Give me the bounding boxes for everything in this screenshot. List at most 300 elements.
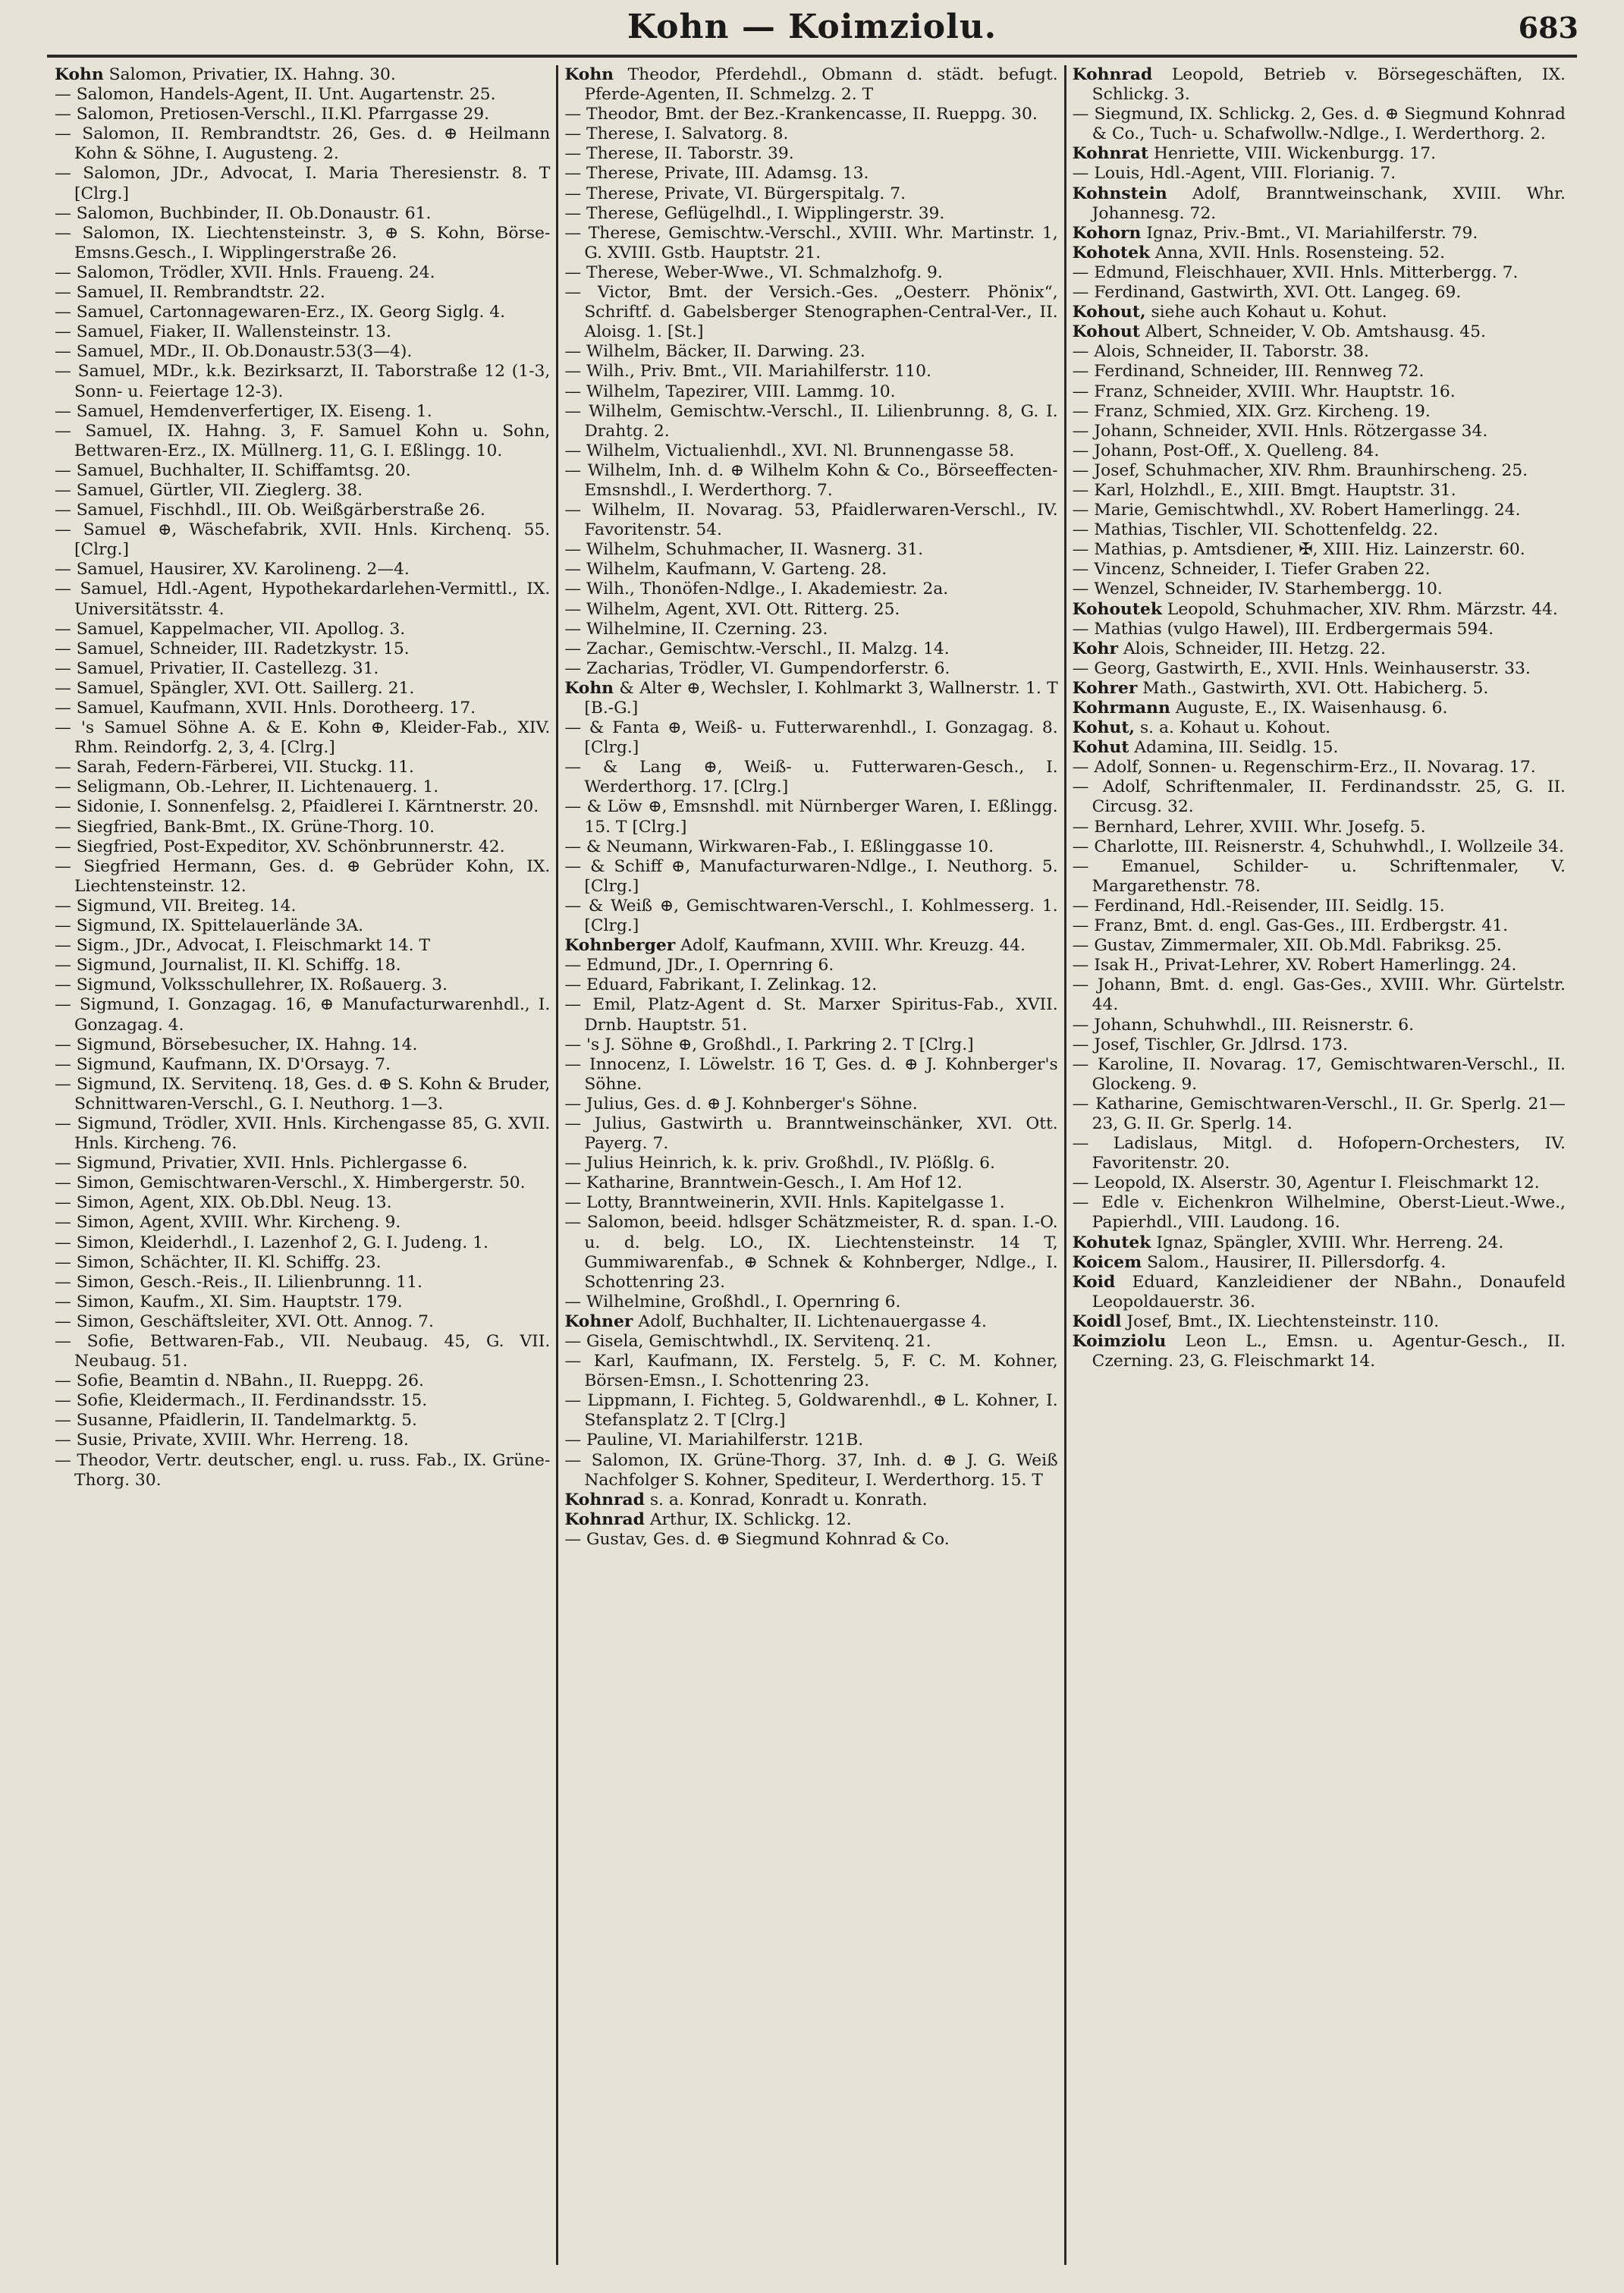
directory-entry (1073, 580, 1566, 599)
entry-text: — Sigmund, Journalist, II. Kl. Schiffg. 18. (55, 956, 401, 975)
directory-entry (55, 65, 550, 85)
directory-entry (1073, 897, 1566, 916)
directory-entry (55, 263, 550, 283)
entry-text: — Karl, Kaufmann, IX. Ferstelg. 5, F. C. M. Kohner, Börsen-Emsn., I. Schottenring 23. (564, 1352, 1058, 1391)
entry-text: Ignaz, Spängler, XVIII. Whr. Herreng. 24. (1156, 1233, 1504, 1252)
entry-text: — & Löw ⊕, Emsnshdl. mit Nürnberger Waren, I. Eßlingg. 15. T [Clrg.] (564, 797, 1058, 837)
entry-surname: Kohrer (1072, 678, 1138, 698)
entry-surname: Kohutek (1072, 1233, 1151, 1252)
entry-text: — Katharine, Gemischtwaren-Verschl., II. Gr. Sperlg. 21—23, G. II. Gr. Sperlg. 14. (1072, 1094, 1566, 1133)
entry-text: — Salomon, Handels-Agent, II. Unt. Augartenstr. 25. (55, 85, 496, 105)
entry-text: — Susie, Private, XVIII. Whr. Herreng. 18. (55, 1431, 409, 1450)
directory-entry (564, 975, 1057, 995)
entry-text: Adamina, III. Seidlg. 15. (1134, 738, 1339, 758)
directory-entry (1073, 718, 1566, 738)
entry-text: — Charlotte, III. Reisnerstr. 4, Schuhwhdl., I. Wollzeile 34. (1072, 837, 1564, 856)
directory-entry (1073, 818, 1566, 837)
entry-text: — Edmund, Fleischhauer, XVII. Hnls. Mitterbergg. 7. (1072, 262, 1519, 282)
directory-entry (55, 1213, 550, 1233)
directory-entry (564, 659, 1057, 679)
directory-entry (55, 1173, 550, 1193)
entry-text: — Simon, Kleiderhdl., I. Lazenhof 2, G. I. Judeng. 1. (55, 1233, 488, 1252)
column-1 (49, 65, 556, 2265)
entry-text: — Salomon, JDr., Advocat, I. Maria Theresienstr. 8. T [Clrg.] (55, 164, 551, 203)
directory-entry (1073, 1273, 1566, 1312)
directory-entry (564, 1154, 1057, 1173)
directory-entry (1073, 936, 1566, 956)
directory-entry (564, 342, 1057, 362)
directory-entry (55, 322, 550, 342)
directory-entry (1073, 560, 1566, 580)
directory-entry (564, 124, 1057, 144)
directory-entry (564, 718, 1057, 758)
directory-entry (1073, 243, 1566, 263)
directory-entry (564, 897, 1057, 936)
entry-text: — Wilhelm, Victualienhdl., XVI. Nl. Brunnengasse 58. (564, 441, 1015, 460)
directory-entry (1073, 164, 1566, 184)
directory-entry (1073, 342, 1566, 362)
directory-entry (1073, 600, 1566, 620)
entry-text: Math., Gastwirth, XVI. Ott. Habicherg. 5. (1142, 678, 1489, 698)
directory-entry (564, 857, 1057, 897)
entry-text: Albert, Schneider, V. Ob. Amtshausg. 45. (1145, 322, 1486, 342)
entry-text: — Edle v. Eichenkron Wilhelmine, Oberst-Lieut.-Wwe., Papierhdl., VIII. Laudong. 16. (1072, 1193, 1566, 1233)
directory-entry (1073, 956, 1566, 975)
entry-text: — Isak H., Privat-Lehrer, XV. Robert Hamerlingg. 24. (1072, 956, 1517, 975)
directory-entry (55, 520, 550, 560)
entry-text: — Alois, Schneider, II. Taborstr. 38. (1072, 342, 1369, 362)
entry-text: — Leopold, IX. Alserstr. 30, Agentur I. Fleischmarkt 12. (1072, 1173, 1540, 1193)
directory-entry (564, 1490, 1057, 1510)
entry-text: — Samuel, MDr., k.k. Bezirksarzt, II. Taborstraße 12 (1-3, Sonn- u. Feiertage 12-3). (55, 362, 551, 401)
directory-entry (1073, 184, 1566, 224)
directory-entry (1073, 362, 1566, 382)
directory-entry (1073, 1233, 1566, 1253)
directory-entry (55, 857, 550, 897)
entry-text: — Sigmund, Volksschullehrer, IX. Roßauerg. 3. (55, 975, 448, 995)
directory-entry (55, 1293, 550, 1312)
directory-entry (1073, 1095, 1566, 1134)
directory-entry (564, 1431, 1057, 1450)
directory-entry (564, 560, 1057, 580)
entry-text: Leopold, Schuhmacher, XIV. Rhm. Märzstr. 44. (1167, 599, 1558, 619)
directory-entry (564, 1293, 1057, 1312)
entry-text: — Samuel, Schneider, III. Radetzkystr. 15. (55, 639, 410, 658)
directory-entry (564, 382, 1057, 402)
directory-entry (1073, 1055, 1566, 1095)
directory-entry (55, 639, 550, 659)
directory-entry (55, 85, 550, 105)
entry-surname: Kohut (1072, 738, 1129, 758)
entry-text: — Simon, Gesch.-Reis., II. Lilienbrunng. 11. (55, 1272, 422, 1292)
directory-entry (55, 1035, 550, 1055)
directory-entry (55, 956, 550, 975)
entry-text: — Adolf, Schriftenmaler, II. Ferdinandsstr. 25, G. II. Circusg. 32. (1072, 777, 1566, 817)
directory-entry (564, 164, 1057, 184)
entry-text: — Sarah, Federn-Färberei, VII. Stuckg. 11. (55, 758, 414, 777)
directory-entry (564, 797, 1057, 837)
directory-entry (55, 580, 550, 619)
directory-entry (55, 124, 550, 164)
entry-text: — Siegfried Hermann, Ges. d. ⊕ Gebrüder Kohn, IX. Liechtensteinstr. 12. (55, 856, 551, 896)
directory-entry (1073, 382, 1566, 402)
directory-entry (564, 956, 1057, 975)
entry-text: — Sigmund, Privatier, XVII. Hnls. Pichlergasse 6. (55, 1154, 468, 1173)
entry-text: — Vincenz, Schneider, I. Tiefer Graben 22. (1072, 560, 1431, 580)
entry-text: — Samuel, IX. Hahng. 3, F. Samuel Kohn u. Sohn, Bettwaren-Erz., IX. Müllnerg. 11, G. I. Eßlingg. 10. (55, 421, 551, 460)
entry-text: — Wilhelmine, Großhdl., I. Opernring 6. (564, 1292, 901, 1311)
entry-text: — Wilhelm, II. Novarag. 53, Pfaidlerwaren-Verschl., IV. Favoritenstr. 54. (564, 501, 1058, 540)
directory-entry (1073, 501, 1566, 520)
entry-text: — Josef, Schuhmacher, XIV. Rhm. Braunhirscheng. 25. (1072, 460, 1528, 480)
directory-entry (55, 461, 550, 481)
entry-text: — Edmund, JDr., I. Opernring 6. (564, 956, 834, 975)
directory-entry (564, 441, 1057, 461)
directory-entry (1073, 303, 1566, 322)
entry-text: — Franz, Schneider, XVIII. Whr. Hauptstr. 16. (1072, 382, 1456, 401)
entry-text: — Salomon, Pretiosen-Verschl., II.Kl. Pfarrgasse 29. (55, 105, 490, 124)
entry-text: — Susanne, Pfaidlerin, II. Tandelmarktg. 5. (55, 1411, 417, 1431)
entry-text: — Samuel, Hemdenverfertiger, IX. Eiseng. 1. (55, 401, 432, 421)
entry-text: Anna, XVII. Hnls. Rosensteing. 52. (1155, 243, 1446, 262)
directory-entry (55, 481, 550, 501)
directory-entry (55, 1332, 550, 1371)
directory-entry (564, 105, 1057, 124)
entry-text: — Wenzel, Schneider, IV. Starhembergg. 10. (1072, 580, 1443, 599)
directory-entry (55, 1233, 550, 1253)
directory-entry (55, 1154, 550, 1173)
entry-text: — Katharine, Branntwein-Gesch., I. Am Hof 12. (564, 1173, 963, 1193)
entry-text: — Salomon, beeid. hdlsger Schätzmeister, R. d. span. I.-O. u. d. belg. LO., IX. Liechtensteinstr. 14 T, Gummiwarenfab., ⊕ Schnek & Kohnberger, Ndlge., I. Schottenring 23. (564, 1213, 1058, 1292)
directory-entry (1073, 1193, 1566, 1233)
directory-entry (564, 1193, 1057, 1213)
directory-entry (564, 936, 1057, 956)
directory-entry (1073, 520, 1566, 540)
directory-entry (1073, 1016, 1566, 1035)
entry-text: — Siegfried, Post-Expeditor, XV. Schönbrunnerstr. 42. (55, 837, 505, 856)
directory-entry (564, 1095, 1057, 1114)
directory-entry (1073, 1312, 1566, 1332)
directory-entry (55, 758, 550, 777)
directory-entry (1073, 105, 1566, 144)
directory-entry (55, 1411, 550, 1431)
directory-entry (564, 1451, 1057, 1490)
entry-surname: Kohoutek (1072, 599, 1162, 619)
entry-text: — Sofie, Kleidermach., II. Ferdinandsstr. 15. (55, 1391, 428, 1411)
entry-text: — Sigmund, Kaufmann, IX. D'Orsayg. 7. (55, 1054, 391, 1074)
directory-entry (564, 1114, 1057, 1154)
entry-surname: Kohner (564, 1311, 633, 1331)
directory-entry (564, 461, 1057, 501)
directory-entry (55, 777, 550, 797)
directory-entry (564, 1352, 1057, 1391)
entry-text: — Victor, Bmt. der Versich.-Ges. „Oesterr. Phönix“, Schriftf. d. Gabelsberger Stenographen-Central-Ver., II. Aloisg. 1. [St.] (564, 283, 1058, 342)
entry-text: — Johann, Post-Off., X. Quelleng. 84. (1072, 441, 1380, 460)
entry-text: — Franz, Bmt. d. engl. Gas-Ges., III. Erdbergstr. 41. (1072, 916, 1509, 936)
entry-text: & Alter ⊕, Wechsler, I. Kohlmarkt 3, Wallnerstr. 1. T [B.-G.] (584, 678, 1058, 718)
entry-text: — Sofie, Bettwaren-Fab., VII. Neubaug. 45, G. VII. Neubaug. 51. (55, 1332, 551, 1371)
entry-text: — & Neumann, Wirkwaren-Fab., I. Eßlinggasse 10. (564, 837, 994, 856)
entry-surname: Kohnrad (564, 1490, 645, 1509)
directory-entry (55, 105, 550, 124)
entry-text: — Salomon, Trödler, XVII. Hnls. Fraueng. 24. (55, 262, 435, 282)
directory-entry (55, 402, 550, 422)
directory-entry (55, 1391, 550, 1411)
column-3 (1064, 65, 1572, 2265)
entry-text: — Simon, Gemischtwaren-Verschl., X. Himbergerstr. 50. (55, 1173, 526, 1193)
entry-surname: Koid (1072, 1272, 1116, 1292)
directory-entry (1073, 1332, 1566, 1371)
entry-text: — Gisela, Gemischtwhdl., IX. Servitenq. 21. (564, 1332, 931, 1351)
directory-entry (55, 995, 550, 1035)
directory-entry (55, 679, 550, 699)
entry-text: — Salomon, IX. Grüne-Thorg. 37, Inh. d. ⊕ J. G. Weiß Nachfolger S. Kohner, Spediteur, I. Werderthorg. 15. T (564, 1450, 1058, 1490)
entry-text: — & Schiff ⊕, Manufacturwaren-Ndlge., I. Neuthorg. 5. [Clrg.] (564, 856, 1058, 896)
directory-entry (1073, 659, 1566, 679)
entry-text: — Zacharias, Trödler, VI. Gumpendorferstr. 6. (564, 658, 950, 678)
entry-text: — Innocenz, I. Löwelstr. 16 T, Ges. d. ⊕ J. Kohnberger's Söhne. (564, 1054, 1058, 1094)
entry-text: — Samuel, Cartonnagewaren-Erz., IX. Georg Siglg. 4. (55, 303, 506, 322)
entry-text: — Ferdinand, Hdl.-Reisender, III. Seidlg. 15. (1072, 896, 1445, 916)
entry-text: — Simon, Schächter, II. Kl. Schiffg. 23. (55, 1252, 382, 1272)
entry-text: — Karl, Holzhdl., E., XIII. Bmgt. Hauptstr. 31. (1072, 480, 1456, 500)
directory-entry (564, 1173, 1057, 1193)
directory-entry (55, 560, 550, 580)
entry-columns (49, 65, 1572, 2265)
entry-text: — & Weiß ⊕, Gemischtwaren-Verschl., I. Kohlmesserg. 1. [Clrg.] (564, 896, 1058, 936)
directory-entry (564, 65, 1057, 105)
directory-entry (1073, 1253, 1566, 1273)
entry-text: — Wilhelmine, II. Czerning. 23. (564, 619, 828, 639)
directory-entry (55, 659, 550, 679)
entry-text: — Therese, I. Salvatorg. 8. (564, 124, 789, 144)
directory-entry (564, 501, 1057, 540)
entry-surname: Kohn (564, 65, 614, 84)
directory-entry (55, 204, 550, 224)
directory-entry (55, 303, 550, 322)
page-number: 683 (1518, 11, 1578, 45)
directory-entry (564, 204, 1057, 224)
entry-text: — Emil, Platz-Agent d. St. Marxer Spiritus-Fab., XVII. Drnb. Hauptstr. 51. (564, 995, 1058, 1035)
directory-entry (1073, 322, 1566, 342)
directory-entry (1073, 1134, 1566, 1173)
directory-entry (55, 224, 550, 263)
directory-entry (55, 1253, 550, 1273)
column-2 (556, 65, 1063, 2265)
directory-entry (564, 402, 1057, 441)
entry-text: — Julius Heinrich, k. k. priv. Großhdl., IV. Plößlg. 6. (564, 1154, 995, 1173)
entry-text: — Samuel, Kappelmacher, VII. Apollog. 3. (55, 619, 406, 639)
entry-text: — Sigmund, IX. Servitenq. 18, Ges. d. ⊕ S. Kohn & Bruder, Schnittwaren-Verschl., G. I. Neuthorg. 1—3. (55, 1074, 551, 1114)
entry-text: — Samuel, Gürtler, VII. Zieglerg. 38. (55, 480, 363, 500)
entry-text: siehe auch Kohaut u. Kohut. (1151, 303, 1387, 322)
entry-text: — Sigm., JDr., Advocat, I. Fleischmarkt 14. T (55, 936, 430, 956)
entry-surname: Kohout (1072, 322, 1140, 342)
entry-text: Henriette, VIII. Wickenburgg. 17. (1153, 144, 1437, 164)
entry-text: — Salomon, IX. Liechtensteinstr. 3, ⊕ S. Kohn, Börse-Emsns.Gesch., I. Wipplingerstraße 26. (55, 223, 551, 262)
entry-text: — Samuel, Spängler, XVI. Ott. Saillerg. 21. (55, 678, 415, 698)
directory-entry (564, 580, 1057, 599)
running-title: Kohn — Koimziolu. (627, 8, 997, 46)
entry-text: — Siegmund, IX. Schlickg. 2, Ges. d. ⊕ Siegmund Kohnrad & Co., Tuch- u. Schafwollw.-Ndlge., I. Werderthorg. 2. (1072, 105, 1566, 144)
entry-text: — Wilhelm, Kaufmann, V. Garteng. 28. (564, 560, 887, 580)
directory-entry (55, 501, 550, 520)
entry-text: — Samuel, Kaufmann, XVII. Hnls. Dorotheerg. 17. (55, 699, 476, 718)
entry-text: — Wilhelm, Gemischtw.-Verschl., II. Lilienbrunng. 8, G. I. Drahtg. 2. (564, 401, 1058, 441)
entry-text: — Pauline, VI. Mariahilferstr. 121B. (564, 1431, 864, 1450)
entry-text: — Sigmund, VII. Breiteg. 14. (55, 896, 297, 916)
directory-entry (1073, 837, 1566, 857)
entry-text: — Samuel ⊕, Wäschefabrik, XVII. Hnls. Kirchenq. 55. [Clrg.] (55, 520, 551, 560)
directory-entry (1073, 224, 1566, 243)
entry-text: — Wilh., Priv. Bmt., VII. Mariahilferstr. 110. (564, 362, 931, 382)
entry-text: — Simon, Geschäftsleiter, XVI. Ott. Annog. 7. (55, 1311, 434, 1331)
directory-entry (1073, 620, 1566, 639)
entry-surname: Kohnrad (564, 1509, 645, 1529)
entry-text: — Wilhelm, Inh. d. ⊕ Wilhelm Kohn & Co., Börseeffecten-Emsnshdl., I. Werderthorg. 7. (564, 460, 1058, 500)
entry-surname: Kohnrad (1072, 65, 1153, 84)
entry-text: — Lotty, Branntweinerin, XVII. Hnls. Kapitelgasse 1. (564, 1193, 1005, 1213)
directory-entry (564, 184, 1057, 204)
entry-surname: Kohnstein (1072, 184, 1167, 203)
entry-surname: Kohr (1072, 639, 1118, 658)
entry-text: — Wilhelm, Tapezirer, VIII. Lammg. 10. (564, 382, 896, 401)
entry-text: — Lippmann, I. Fichteg. 5, Goldwarenhdl., ⊕ L. Kohner, I. Stefansplatz 2. T [Clrg.] (564, 1391, 1058, 1431)
entry-text: — Samuel, MDr., II. Ob.Donaustr.53(3—4). (55, 342, 413, 362)
entry-text: — Karoline, II. Novarag. 17, Gemischtwaren-Verschl., II. Glockeng. 9. (1072, 1054, 1566, 1094)
entry-text: Adolf, Branntweinschank, XVIII. Whr. Johannesg. 72. (1092, 184, 1566, 223)
entry-surname: Kohotek (1072, 243, 1151, 262)
entry-text: — Salomon, II. Rembrandtstr. 26, Ges. d. ⊕ Heilmann Kohn & Söhne, I. Augusteng. 2. (55, 124, 551, 164)
entry-text: Salomon, Privatier, IX. Hahng. 30. (108, 65, 396, 84)
entry-text: — Gustav, Ges. d. ⊕ Siegmund Kohnrad & Co. (564, 1529, 950, 1549)
entry-text: — Sigmund, I. Gonzagag. 16, ⊕ Manufacturwarenhdl., I. Gonzagag. 4. (55, 995, 551, 1035)
directory-entry (1073, 916, 1566, 936)
entry-text: — Marie, Gemischtwhdl., XV. Robert Hamerlingg. 24. (1072, 501, 1521, 520)
entry-text: — Louis, Hdl.-Agent, VIII. Florianig. 7. (1072, 164, 1396, 184)
entry-surname: Kohn (55, 65, 104, 84)
directory-entry (1073, 679, 1566, 699)
entry-text: — Simon, Agent, XVIII. Whr. Kircheng. 9. (55, 1213, 401, 1233)
directory-entry (1073, 1173, 1566, 1193)
entry-text: — & Fanta ⊕, Weiß- u. Futterwarenhdl., I. Gonzagag. 8. [Clrg.] (564, 718, 1058, 758)
entry-text: — Theodor, Vertr. deutscher, engl. u. russ. Fab., IX. Grüne-Thorg. 30. (55, 1450, 551, 1490)
directory-entry (1073, 283, 1566, 303)
entry-text: Auguste, E., IX. Waisenhausg. 6. (1175, 699, 1448, 718)
directory-entry (1073, 758, 1566, 777)
entry-text: — Samuel, Buchhalter, II. Schiffamtsg. 20. (55, 460, 411, 480)
entry-text: s. a. Konrad, Konradt u. Konrath. (649, 1490, 928, 1509)
directory-entry (564, 362, 1057, 382)
directory-entry (55, 718, 550, 758)
directory-entry (1073, 975, 1566, 1015)
directory-entry (55, 818, 550, 837)
directory-entry (564, 620, 1057, 639)
entry-surname: Kohrmann (1072, 699, 1170, 718)
directory-entry (55, 283, 550, 303)
entry-text: — Samuel, Fischhdl., III. Ob. Weißgärberstraße 26. (55, 501, 485, 520)
entry-text: — & Lang ⊕, Weiß- u. Futterwaren-Gesch., I. Werderthorg. 17. [Clrg.] (564, 758, 1058, 797)
entry-surname: Koimziolu (1072, 1332, 1167, 1351)
directory-entry (55, 1193, 550, 1213)
directory-entry (1073, 263, 1566, 283)
directory-entry (55, 975, 550, 995)
entry-surname: Kohout, (1072, 303, 1146, 322)
entry-text: — Eduard, Fabrikant, I. Zelinkag. 12. (564, 975, 878, 995)
entry-text: — Sigmund, IX. Spittelauerlände 3A. (55, 916, 364, 936)
directory-entry (564, 995, 1057, 1035)
entry-surname: Kohn (564, 678, 614, 698)
directory-entry (55, 342, 550, 362)
directory-entry (55, 1055, 550, 1075)
directory-entry (1073, 461, 1566, 481)
entry-text: — Samuel, Fiaker, II. Wallensteinstr. 13. (55, 322, 391, 342)
directory-entry (55, 1273, 550, 1293)
entry-text: — Therese, Private, VI. Bürgerspitalg. 7. (564, 184, 906, 203)
entry-text: Alois, Schneider, III. Hetzg. 22. (1123, 639, 1386, 658)
entry-text: — Wilhelm, Schuhmacher, II. Wasnerg. 31. (564, 540, 923, 560)
entry-text: Adolf, Buchhalter, II. Lichtenauergasse 4. (638, 1311, 987, 1331)
entry-text: — Gustav, Zimmermaler, XII. Ob.Mdl. Fabriksg. 25. (1072, 936, 1502, 956)
entry-text: — Sigmund, Trödler, XVII. Hnls. Kirchengasse 85, G. XVII. Hnls. Kircheng. 76. (55, 1114, 551, 1154)
directory-entry (1073, 857, 1566, 897)
entry-text: — Mathias, Tischler, VII. Schottenfeldg. 22. (1072, 520, 1439, 540)
directory-entry (564, 144, 1057, 164)
directory-entry (55, 1431, 550, 1450)
entry-text: — Sigmund, Börsebesucher, IX. Hahng. 14. (55, 1035, 418, 1054)
directory-entry (55, 1075, 550, 1114)
entry-text: — Ferdinand, Gastwirth, XVI. Ott. Langeg. 69. (1072, 283, 1462, 303)
directory-entry (1073, 441, 1566, 461)
entry-text: — Therese, Geflügelhdl., I. Wipplingerstr. 39. (564, 203, 945, 223)
entry-text: — Julius, Ges. d. ⊕ J. Kohnberger's Söhne. (564, 1094, 918, 1114)
entry-surname: Kohut, (1072, 718, 1136, 738)
directory-entry (1073, 402, 1566, 422)
entry-text: — Samuel, II. Rembrandtstr. 22. (55, 283, 325, 303)
entry-text: — Samuel, Hausirer, XV. Karolineng. 2—4. (55, 560, 410, 580)
directory-entry (55, 164, 550, 203)
directory-entry (55, 1451, 550, 1490)
directory-entry (55, 699, 550, 718)
directory-entry (1073, 65, 1566, 105)
directory-entry (1073, 639, 1566, 659)
entry-text: s. a. Kohaut u. Kohout. (1139, 718, 1331, 738)
entry-text: — 's Samuel Söhne A. & E. Kohn ⊕, Kleider-Fab., XIV. Rhm. Reindorfg. 2, 3, 4. [Clrg.] (55, 718, 551, 758)
entry-text: Arthur, IX. Schlickg. 12. (649, 1509, 852, 1529)
entry-text: — Samuel, Privatier, II. Castellezg. 31. (55, 658, 379, 678)
entry-surname: Koicem (1072, 1252, 1142, 1272)
directory-entry (55, 936, 550, 956)
directory-entry (564, 1530, 1057, 1550)
directory-entry (55, 1371, 550, 1391)
entry-surname: Koidl (1072, 1311, 1122, 1331)
entry-text: — Mathias (vulgo Hawel), III. Erdbergermais 594. (1072, 619, 1494, 639)
entry-text: — Wilh., Thonöfen-Ndlge., I. Akademiestr. 2a. (564, 580, 949, 599)
entry-surname: Kohorn (1072, 223, 1142, 243)
entry-text: — Salomon, Buchbinder, II. Ob.Donaustr. 61. (55, 203, 432, 223)
directory-entry (564, 1213, 1057, 1292)
directory-entry (55, 897, 550, 916)
entry-text: — Johann, Bmt. d. engl. Gas-Ges., XVIII. Whr. Gürtelstr. 44. (1072, 975, 1566, 1015)
entry-text: — Wilhelm, Bäcker, II. Darwing. 23. (564, 342, 865, 362)
entry-text: Salom., Hausirer, II. Pillersdorfg. 4. (1147, 1252, 1447, 1272)
entry-text: — Julius, Gastwirth u. Branntweinschänker, XVI. Ott. Payerg. 7. (564, 1114, 1058, 1154)
directory-entry (564, 1391, 1057, 1431)
directory-entry (564, 837, 1057, 857)
entry-text: — Johann, Schneider, XVII. Hnls. Rötzergasse 34. (1072, 421, 1488, 441)
directory-entry (1073, 144, 1566, 164)
entry-text: — Theodor, Bmt. der Bez.-Krankencasse, II. Rueppg. 30. (564, 105, 1038, 124)
